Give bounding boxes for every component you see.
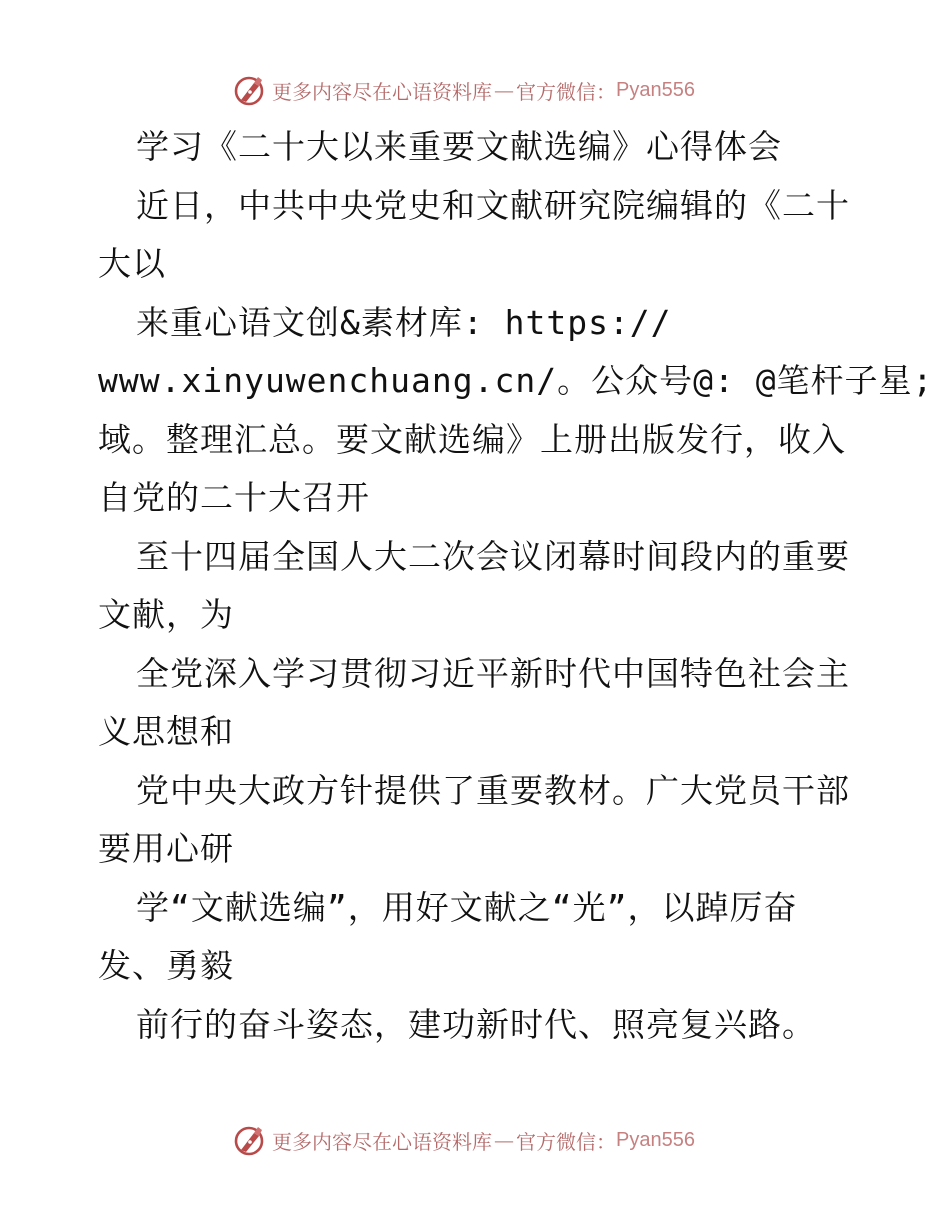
header-brand-text: 更多内容尽在心语资料库 xyxy=(272,79,492,104)
document-line: www.xinyuwenchuang.cn/。公众号@: @笔杆子星; xyxy=(98,361,934,400)
footer-brand-text: 更多内容尽在心语资料库 xyxy=(272,1129,492,1154)
document-line: 学“文献选编”，用好文献之“光”，以踔厉奋 xyxy=(136,887,798,927)
document-line: 发、勇毅 xyxy=(98,946,234,985)
document-line: 学习《二十大以来重要文献选编》心得体会 xyxy=(136,127,782,166)
document-line: 要用心研 xyxy=(98,829,234,868)
document-body xyxy=(98,118,934,1054)
header-separator: — xyxy=(494,78,514,102)
footer-banner xyxy=(232,1120,695,1160)
document-line: 至十四届全国人大二次会议闭幕时间段内的重要 xyxy=(136,536,850,576)
document-line: 义思想和 xyxy=(98,712,234,751)
document-line: 自党的二十大召开 xyxy=(98,478,370,517)
document-line: 文献，为 xyxy=(98,595,234,634)
footer-contact-label: 官方微信： xyxy=(516,1129,616,1154)
pen-nib-logo-icon xyxy=(232,1123,266,1157)
document-line: 党中央大政方针提供了重要教材。广大党员干部 xyxy=(136,770,850,810)
document-line: 全党深入学习贯彻习近平新时代中国特色社会主 xyxy=(136,653,850,693)
header-contact-label: 官方微信： xyxy=(516,79,616,104)
document-line: 大以 xyxy=(98,244,166,283)
footer-contact-id: Pyan556 xyxy=(616,1128,695,1151)
footer-separator: — xyxy=(494,1128,514,1152)
document-line: 前行的奋斗姿态，建功新时代、照亮复兴路。 xyxy=(136,1004,816,1044)
document-line: 近日，中共中央党史和文献研究院编辑的《二十 xyxy=(136,185,850,225)
header-contact-id: Pyan556 xyxy=(616,78,695,101)
document-line: 域。整理汇总。要文献选编》上册出版发行，收入 xyxy=(98,419,846,459)
pen-nib-logo-icon xyxy=(232,73,266,107)
document-line: 来重心语文创&素材库: https:// xyxy=(136,302,672,342)
header-banner xyxy=(232,70,695,110)
